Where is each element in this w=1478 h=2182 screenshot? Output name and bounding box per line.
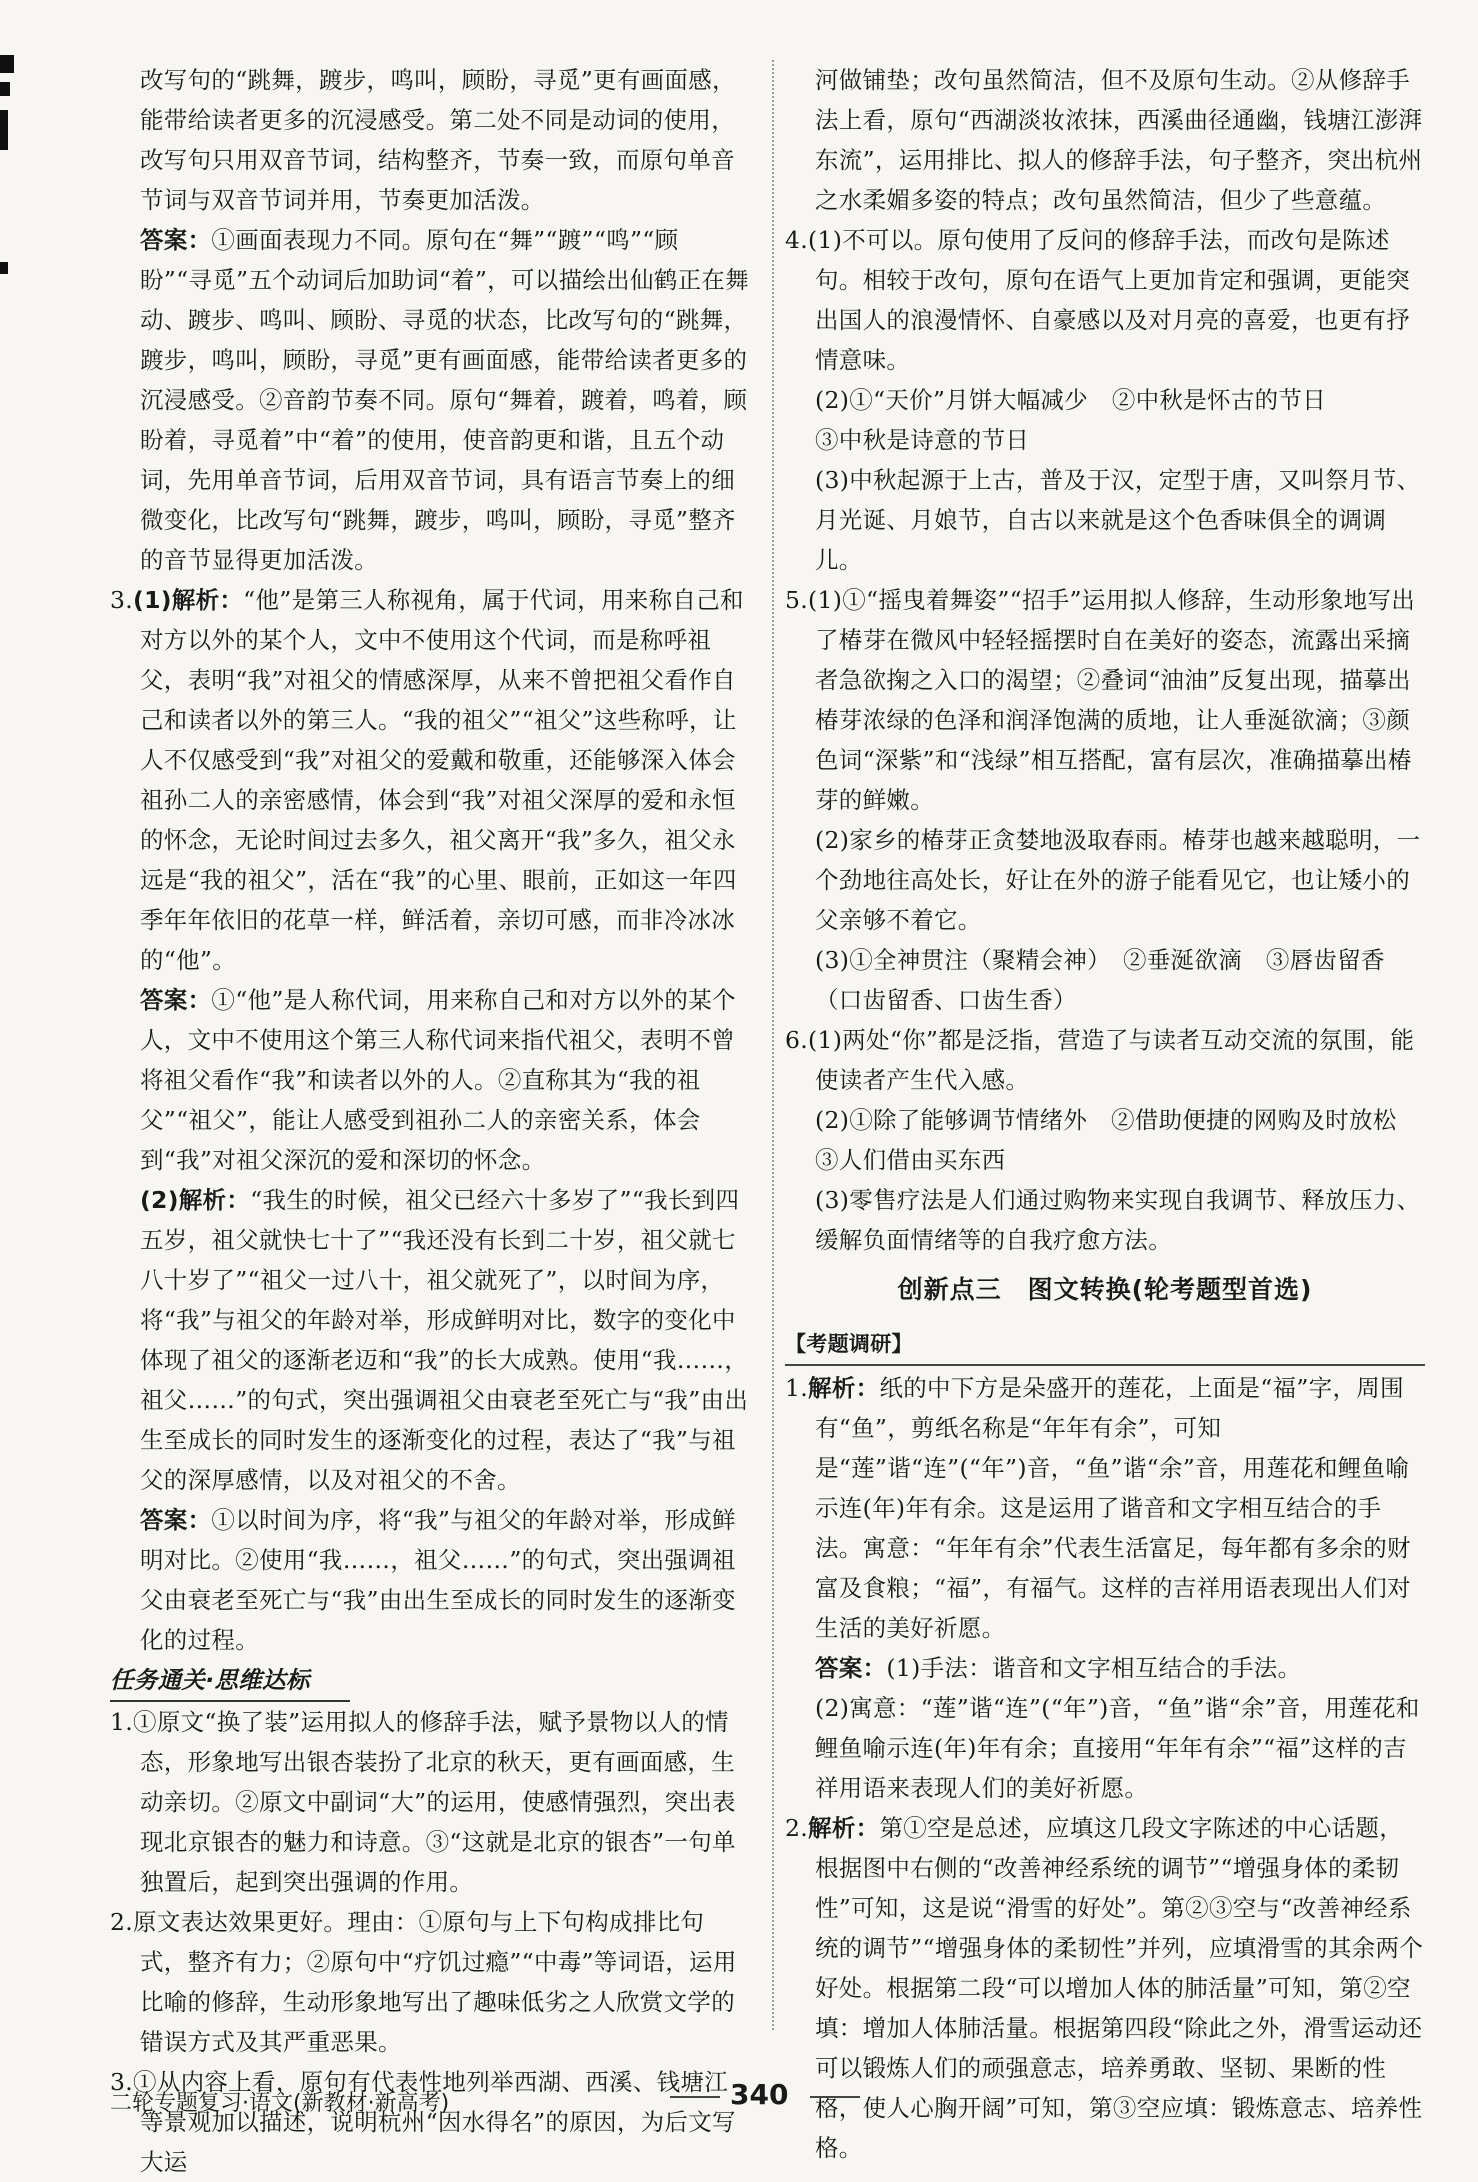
edge-mark <box>0 82 10 96</box>
paragraph-text: “他”是第三人称视角，属于代词，用来称自己和对方以外的某个人，文中不使用这个代词，而是称呼祖父，表明“我”对祖父的情感深厚，从来不曾把祖父看作自己和读者以外的第三人。“我的祖父”“祖父”这些称呼，让人不仅感受到“我”对祖父的爱戴和敬重，还能够深入体会祖孙二人的亲密感情，体会到“我”对祖父深厚的爱和永恒的怀念，无论时间过去多久，祖父离开“我”多久，祖父永远是“我的祖父”，活在“我”的心里、眼前，正如这一年四季年年依旧的花草一样，鲜活着，亲切可感，而非冷冰冰的“他”。 <box>140 586 744 974</box>
answer-label: 答案： <box>140 986 212 1014</box>
section-title: 创新点三 图文转换(轮考题型首选) <box>897 1275 1313 1304</box>
paragraph-text: (1)两处“你”都是泛指，营造了与读者互动交流的氛围，能使读者产生代入感。 <box>808 1026 1415 1094</box>
edge-mark <box>0 110 8 150</box>
paragraph-text: ①“他”是人称代词，用来称自己和对方以外的某个人，文中不使用这个第三人称代词来指代祖父，表明不曾将祖父看作“我”和读者以外的人。②直称其为“我的祖父”“祖父”，能让人感受到祖孙二人的亲密关系，体会到“我”对祖父深沉的爱和深切的怀念。 <box>140 986 736 1174</box>
paragraph-text: (2)①“天价”月饼大幅减少 ②中秋是怀古的节日 <box>815 386 1327 414</box>
paragraph <box>785 1688 1425 1808</box>
question-number: 2. <box>110 1908 134 1936</box>
paragraph <box>785 1140 1425 1180</box>
answer-label: 解析： <box>808 1374 880 1402</box>
paragraph-text: 第①空是总述，应填这几段文字陈述的中心话题，根据图中右侧的“改善神经系统的调节”“增强身体的柔韧性”可知，这是说“滑雪的好处”。第②③空与“改善神经系统的调节”“增强身体的柔韧性”并列，应填滑雪的其余两个好处。根据第二段“可以增加人体的肺活量”可知，第②空填：增加人体肺活量。根据第四段“除此之外，滑雪运动还可以锻炼人们的顽强意志，培养勇敢、坚韧、果断的性格，使人心胸开阔”可知，第③空应填：锻炼意志、培养性格。 <box>815 1814 1424 2162</box>
paragraph <box>785 820 1425 940</box>
paragraph <box>110 1500 750 1660</box>
question-number: 1. <box>110 1708 134 1736</box>
question-number: 3. <box>110 2068 134 2096</box>
paragraph <box>785 420 1425 460</box>
question-number: 6. <box>785 1026 809 1054</box>
paragraph <box>110 1902 750 2062</box>
paragraph-text: “我生的时候，祖父已经六十多岁了”“我长到四五岁，祖父就快七十了”“我还没有长到二十岁，祖父就七八十岁了”“祖父一过八十，祖父就死了”，以时间为序，将“我”与祖父的年龄对举，形成鲜明对比，数字的变化中体现了祖父的逐渐老迈和“我”的长大成熟。使用“我……，祖父……”的句式，突出强调祖父由衰老至死亡与“我”由出生至成长的同时发生的逐渐变化的过程，表达了“我”与祖父的深厚感情，以及对祖父的不舍。 <box>140 1186 749 1494</box>
paragraph <box>110 580 750 980</box>
section-heading: 任务通关·思维达标 <box>110 1660 350 1702</box>
paragraph-text: (1)不可以。原句使用了反问的修辞手法，而改句是陈述句。相较于改句，原句在语气上更加肯定和强调，更能突出国人的浪漫情怀、自豪感以及对月亮的喜爱，也更有抒情意味。 <box>808 226 1410 374</box>
paragraph-text: ①从内容上看，原句有代表性地列举西湖、西溪、钱塘江等景观加以描述，说明杭州“因水得名”的原因，为后文写大运 <box>133 2068 736 2176</box>
answer-label: (2)解析： <box>140 1186 251 1214</box>
paragraph <box>110 60 750 220</box>
edge-mark <box>0 55 14 73</box>
question-number: 4. <box>785 226 809 254</box>
paragraph-text: (2)寓意：“莲”谐“连”(“年”)音，“鱼”谐“余”音，用莲花和鲤鱼喻示连(年)年有余；直接用“年年有余”“福”这样的吉祥用语来表现人们的美好祈愿。 <box>815 1694 1420 1802</box>
paragraph <box>785 1648 1425 1688</box>
paragraph <box>785 1020 1425 1100</box>
answer-label: 答案： <box>140 1506 212 1534</box>
column-divider <box>772 60 774 2030</box>
paragraph-text: ①画面表现力不同。原句在“舞”“踱”“鸣”“顾盼”“寻觅”五个动词后加助词“着”，可以描绘出仙鹤正在舞动、踱步、鸣叫、顾盼、寻觅的状态，比改写句的“跳舞，踱步，鸣叫，顾盼，寻觅”更有画面感，能带给读者更多的沉浸感受。②音韵节奏不同。原句“舞着，踱着，鸣着，顾盼着，寻觅着”中“着”的使用，使音韵更和谐，且五个动词，先用单音节词，后用双音节词，具有语言节奏上的细微变化，比改写句“跳舞，踱步，鸣叫，顾盼，寻觅”整齐的音节显得更加活泼。 <box>140 226 749 574</box>
paragraph-text: (1)①“摇曳着舞姿”“招手”运用拟人修辞，生动形象地写出了椿芽在微风中轻轻摇摆时自在美好的姿态，流露出采摘者急欲掬之入口的渴望；②叠词“油油”反复出现，描摹出椿芽浓绿的色泽和润泽饱满的质地，让人垂涎欲滴；③颜色词“深紫”和“浅绿”相互搭配，富有层次，准确描摹出椿芽的鲜嫩。 <box>808 586 1416 814</box>
paragraph-text: ①原文“换了装”运用拟人的修辞手法，赋予景物以人的情态，形象地写出银杏装扮了北京的秋天，更有画面感，生动亲切。②原文中副词“大”的运用，使感情强烈，突出表现北京银杏的魅力和诗意。③“这就是北京的银杏”一句单独置后，起到突出强调的作用。 <box>133 1708 736 1896</box>
paragraph-text: (3)①全神贯注（聚精会神） ②垂涎欲滴 ③唇齿留香（口齿留香、口齿生香） <box>815 946 1385 1014</box>
paragraph <box>785 1368 1425 1648</box>
book-title: 二轮专题复习·语文(新教材·新高考) <box>110 2091 450 2116</box>
left-column <box>110 60 750 2182</box>
paragraph <box>785 940 1425 1020</box>
paragraph-text: (1)手法：谐音和文字相互结合的手法。 <box>886 1654 1302 1682</box>
paragraph-text: (3)零售疗法是人们通过购物来实现自我调节、释放压力、缓解负面情绪等的自我疗愈方法。 <box>815 1186 1421 1254</box>
page-footer <box>110 2078 1430 2122</box>
footer-dash <box>670 2096 720 2098</box>
page-number: 340 <box>730 2078 789 2111</box>
paragraph-text: 河做铺垫；改句虽然简洁，但不及原句生动。②从修辞手法上看，原句“西湖淡妆浓抹，西溪曲径通幽，钱塘江澎湃东流”，运用排比、拟人的修辞手法，句子整齐，突出杭州之水柔媚多姿的特点；改句虽然简洁，但少了些意蕴。 <box>815 66 1423 214</box>
paragraph <box>785 220 1425 380</box>
edge-mark <box>0 262 8 274</box>
paragraph <box>110 1180 750 1500</box>
paragraph <box>110 220 750 580</box>
paragraph-text: ①以时间为序，将“我”与祖父的年龄对举，形成鲜明对比。②使用“我……，祖父……”的句式，突出强调祖父由衰老至死亡与“我”由出生至成长的同时发生的逐渐变化的过程。 <box>140 1506 736 1654</box>
paragraph-text: 纸的中下方是朵盛开的莲花，上面是“福”字，周围有“鱼”，剪纸名称是“年年有余”，可知是“莲”谐“连”(“年”)音，“鱼”谐“余”音，用莲花和鲤鱼喻示连(年)年有余。这是运用了谐音和文字相互结合的手法。寓意：“年年有余”代表生活富足，每年都有多余的财富及食粮；“福”，有福气。这样的吉祥用语表现出人们对生活的美好祈愿。 <box>815 1374 1411 1642</box>
answer-label: 答案： <box>140 226 212 254</box>
paragraph <box>785 1100 1425 1140</box>
question-number: 3. <box>110 586 134 614</box>
answer-label: 解析： <box>808 1814 880 1842</box>
question-number: 5. <box>785 586 809 614</box>
paragraph-text: 原文表达效果更好。理由：①原句与上下句构成排比句式，整齐有力；②原句中“疗饥过瘾”“中毒”等词语，运用比喻的修辞，生动形象地写出了趣味低劣之人欣赏文学的错误方式及其严重恶果。 <box>133 1908 737 2056</box>
paragraph <box>110 1702 750 1902</box>
paragraph-text: (3)中秋起源于上古，普及于汉，定型于唐，又叫祭月节、月光诞、月娘节，自古以来就是这个色香味俱全的调调儿。 <box>815 466 1421 574</box>
answer-label: (1)解析： <box>133 586 244 614</box>
answer-label: 答案： <box>815 1654 887 1682</box>
footer-dash <box>810 2096 860 2098</box>
subsection-label: 【考题调研】 <box>785 1324 1425 1366</box>
question-number: 1. <box>785 1374 809 1402</box>
right-column <box>785 60 1425 2168</box>
paragraph <box>110 980 750 1180</box>
paragraph <box>785 60 1425 220</box>
paragraph-text: 改写句的“跳舞，踱步，鸣叫，顾盼，寻觅”更有画面感，能带给读者更多的沉浸感受。第二处不同是动词的使用，改写句只用双音节词，结构整齐，节奏一致，而原句单音节词与双音节词并用，节奏更加活泼。 <box>140 66 736 214</box>
paragraph <box>785 380 1425 420</box>
paragraph <box>785 580 1425 820</box>
paragraph-text: ③人们借由买东西 <box>815 1146 1006 1174</box>
question-number: 2. <box>785 1814 809 1842</box>
paragraph-text: ③中秋是诗意的节日 <box>815 426 1030 454</box>
paragraph-text: (2)①除了能够调节情绪外 ②借助便捷的网购及时放松 <box>815 1106 1397 1134</box>
paragraph <box>785 460 1425 580</box>
paragraph-text: (2)家乡的椿芽正贪婪地汲取春雨。椿芽也越来越聪明，一个劲地往高处长，好让在外的游子能看见它，也让矮小的父亲够不着它。 <box>815 826 1421 934</box>
paragraph <box>785 1180 1425 1260</box>
